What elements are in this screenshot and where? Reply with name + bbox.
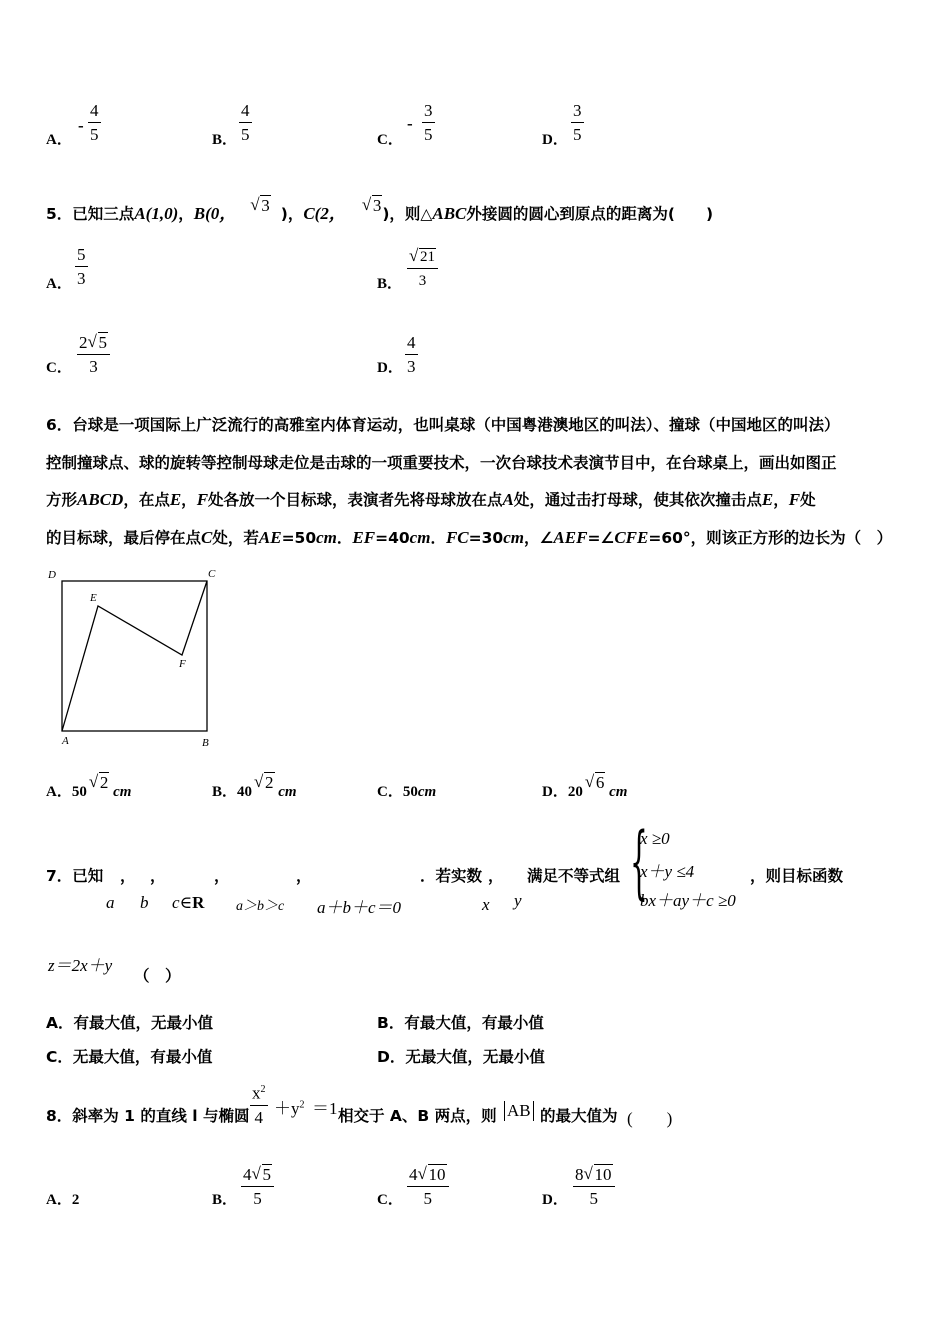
q7-sum: a＋b＋c＝0	[317, 898, 402, 917]
q8-option-b-fraction	[241, 1165, 274, 1209]
q6-line-1: 6．台球是一项国际上广泛流行的高雅室内体育运动，也叫桌球（中国粤港澳地区的叫法）、撞球（中国地区的叫法）	[46, 416, 840, 434]
text: ，在点	[123, 491, 170, 509]
label: B．	[212, 784, 238, 800]
q7-text-2: ．若实数	[420, 867, 483, 885]
q4-option-a-fraction	[88, 101, 101, 145]
math: E	[169, 490, 182, 509]
label-d: D	[48, 569, 56, 581]
numerator	[250, 1080, 268, 1106]
text: 处	[800, 491, 816, 509]
q5-point-c: C(2，	[303, 204, 346, 223]
text: ，∠	[524, 529, 554, 547]
text: 无最大值，无最小值	[405, 1048, 545, 1066]
coef: 40	[237, 784, 253, 800]
text: ，	[773, 491, 789, 509]
q5-option-c-label: C．	[46, 360, 72, 376]
radicand: 3	[261, 196, 270, 215]
q4-option-a-sign: -	[78, 116, 84, 135]
sqrt: √ 10	[417, 1164, 446, 1184]
label: C．	[377, 784, 403, 800]
q5-option-c-fraction	[77, 333, 110, 377]
denominator: 5	[90, 125, 99, 144]
radicand: 3	[372, 196, 382, 215]
label-c: C	[208, 568, 216, 580]
math: E	[761, 490, 774, 509]
label-a: A	[62, 735, 69, 747]
q5-abc: ABC	[432, 204, 467, 223]
q7-ineq: a＞b＞c	[236, 899, 285, 914]
numerator: 3	[422, 101, 435, 123]
radicand: 10	[428, 1165, 446, 1184]
numerator	[241, 1165, 274, 1187]
sup: 2	[260, 1084, 266, 1095]
coef: 4	[409, 1165, 418, 1184]
text: ．	[430, 529, 446, 547]
q7-objective: z＝2x＋y	[48, 956, 113, 975]
numerator: 5	[75, 245, 88, 267]
sqrt: √ 2	[88, 772, 109, 792]
q5-option-d-label: D．	[377, 360, 403, 376]
text: 无最大值，有最小值	[72, 1048, 213, 1066]
coef: 50	[71, 784, 87, 800]
q4-option-c-sign: -	[407, 114, 413, 133]
q7-system-line-3: bx＋ay＋c ≥0	[640, 891, 736, 910]
q7-system-line-1: x ≥0	[640, 829, 670, 848]
q6-line-3	[46, 488, 816, 510]
q5-point-b: B(0，	[193, 204, 237, 223]
q4-option-c-fraction	[422, 101, 435, 145]
q8-paren: ( )	[627, 1109, 673, 1128]
q6-square-figure	[40, 563, 230, 753]
math: AEF	[553, 528, 588, 547]
coef: 20	[567, 784, 583, 800]
q5-option-b-label: B．	[377, 276, 403, 292]
q6-option-d	[542, 772, 628, 801]
q8-option-c-fraction	[407, 1165, 449, 1209]
q7-comma-4: ，	[488, 867, 504, 885]
q6-option-a	[46, 772, 132, 801]
q4-option-b-label: B．	[212, 132, 238, 148]
q5-sqrt3-b: √ 3	[250, 195, 270, 215]
q8-option-b-label: B．	[212, 1192, 238, 1208]
q5-comma: ，	[178, 205, 194, 223]
q6-option-c	[377, 780, 436, 801]
q5-number: 5．	[46, 205, 73, 223]
q7-x: x	[482, 895, 490, 914]
q8-option-a	[46, 1188, 79, 1209]
q6-line-2: 控制撞球点、球的旋转等控制母球走位是击球的一项重要技术，一次台球技术表演节目中，在台球桌上，画出如图正	[46, 454, 837, 472]
q8-eq-1: ＝1	[312, 1099, 338, 1118]
q4-option-d-label: D．	[542, 132, 568, 148]
q8-plus-y2	[274, 1094, 305, 1119]
text: ．	[336, 529, 353, 547]
q7-comma-3b: ，	[296, 867, 312, 885]
text: 有最大值，无最小值	[73, 1014, 214, 1032]
math: F	[196, 490, 209, 509]
plus-y: ＋y	[274, 1099, 300, 1118]
coef: 4	[243, 1165, 252, 1184]
q7-paren: （ ）	[134, 967, 181, 985]
q4-option-c-label: C．	[377, 132, 403, 148]
q7-option-a	[46, 1011, 213, 1033]
denominator: 5	[253, 1189, 262, 1208]
label-f: F	[179, 658, 186, 670]
text: 的目标球，最后停在点	[46, 529, 202, 547]
radicand: 21	[420, 249, 435, 265]
unit: cm	[113, 784, 132, 800]
q5-point-b-close: )，	[280, 205, 304, 223]
q8-option-d-fraction	[573, 1165, 615, 1209]
q7-comma-1: ，	[120, 867, 136, 885]
denominator: 5	[423, 1189, 432, 1208]
q7-text-3: 满足不等式组	[527, 867, 621, 885]
numerator: 4	[239, 101, 252, 123]
q7-option-b	[377, 1011, 544, 1033]
numerator	[407, 1165, 449, 1187]
label-e: E	[90, 592, 97, 604]
q8-option-c-label: C．	[377, 1192, 403, 1208]
label: A．	[46, 1014, 74, 1032]
q5-text-a: 已知三点	[72, 205, 135, 223]
ball-path	[62, 581, 207, 731]
radicand: 2	[265, 773, 274, 792]
text: 处各放一个目标球，表演者先将母球放在点	[208, 491, 503, 509]
text: =∠	[587, 529, 615, 547]
q8-ellipse-fraction	[250, 1080, 268, 1128]
label: D．	[542, 784, 568, 800]
q7-option-c	[46, 1045, 212, 1067]
sqrt: √ 2	[254, 772, 274, 792]
unit: cm	[503, 528, 524, 547]
unit: cm	[609, 784, 628, 800]
denominator: 5	[573, 125, 582, 144]
q8-option-d-label: D．	[542, 1192, 568, 1208]
unit: cm	[278, 784, 297, 800]
q5-point-a: A(1,0)	[134, 204, 179, 223]
radicand: 5	[262, 1165, 271, 1184]
numerator	[407, 247, 438, 269]
radicand: 5	[98, 333, 107, 352]
q4-option-d-fraction	[571, 101, 584, 145]
text: 2	[71, 1192, 80, 1208]
label: B．	[377, 1014, 405, 1032]
q5-sqrt3-c: √ 3	[361, 195, 382, 215]
label: C．	[46, 1048, 73, 1066]
coef: 2	[79, 333, 88, 352]
text: ，	[181, 491, 197, 509]
sqrt: √ 5	[251, 1164, 271, 1184]
q7-system-line-2: x＋y ≤4	[640, 862, 695, 881]
numerator: 4	[405, 333, 418, 355]
math: F	[788, 490, 801, 509]
q4-option-b-fraction	[239, 101, 252, 145]
text: =50	[281, 529, 317, 547]
q7-b: b	[140, 893, 149, 912]
denominator: 5	[424, 125, 433, 144]
q5-point-c-close: )，则△	[382, 205, 433, 223]
coef: 8	[575, 1165, 584, 1184]
q7-y: y	[514, 891, 522, 910]
denominator: 4	[254, 1107, 263, 1127]
label-b: B	[202, 737, 209, 749]
q7-text-1: 7．已知	[46, 867, 104, 885]
text: 处，通过击打母球，使其依次撞击点	[513, 491, 762, 509]
math: C	[201, 528, 213, 547]
q5-text-b: 外接圆的圆心到原点的距离为( )	[466, 205, 714, 223]
math: A	[502, 490, 514, 509]
text: =40	[375, 529, 410, 547]
label: D．	[377, 1048, 406, 1066]
q7-text-4: ，则目标函数	[750, 867, 844, 885]
q6-option-b	[212, 772, 297, 801]
q8-abs-ab: AB	[504, 1101, 534, 1121]
q7-comma-3: ，	[214, 867, 230, 885]
unit: cm	[409, 528, 431, 547]
q7-a: a	[106, 893, 115, 912]
text: =30	[468, 529, 504, 547]
text: =60°，则该正方形的边长为（ ）	[648, 529, 893, 547]
numerator: 3	[571, 101, 584, 123]
numerator	[77, 333, 110, 355]
math: FC	[445, 528, 469, 547]
label: A．	[46, 1192, 72, 1208]
q7-system-brace: {	[630, 815, 648, 908]
unit: cm	[316, 528, 337, 547]
denominator: 5	[589, 1189, 598, 1208]
numerator	[573, 1165, 615, 1187]
denominator: 3	[77, 269, 86, 288]
radicand: 2	[99, 773, 109, 792]
q6-line-4	[46, 526, 892, 548]
sqrt: √ 10	[583, 1164, 612, 1184]
q5-option-d-fraction	[405, 333, 418, 377]
text: 处，若	[212, 529, 259, 547]
sup: 2	[299, 1099, 305, 1111]
q8-text-2: 相交于 A、B 两点，则	[338, 1107, 497, 1125]
radicand: 6	[595, 773, 605, 792]
set-r: R	[192, 893, 205, 912]
math: AE	[258, 528, 282, 547]
text: 有最大值，有最小值	[404, 1014, 544, 1032]
q5-option-a-label: A．	[46, 276, 72, 292]
radicand: 10	[594, 1165, 612, 1184]
denominator: 3	[418, 273, 427, 289]
coef: 50	[402, 784, 418, 800]
math: ABCD	[77, 490, 124, 509]
sqrt: √ 6	[584, 772, 605, 792]
q8-text-3: 的最大值为	[540, 1107, 618, 1125]
q7-comma-2: ，	[150, 867, 166, 885]
q5-option-b-fraction	[407, 247, 438, 291]
unit: cm	[417, 784, 437, 800]
math: EF	[352, 528, 376, 547]
q4-option-a-label: A．	[46, 132, 72, 148]
q7-option-d	[377, 1045, 545, 1067]
x: x	[252, 1083, 261, 1103]
c-in: c∈	[172, 893, 193, 912]
q7-c-in	[172, 893, 204, 913]
denominator: 3	[89, 357, 98, 376]
q8-text-1: 8．斜率为 1 的直线 l 与椭圆	[46, 1107, 250, 1125]
denominator: 3	[407, 357, 416, 376]
sqrt: √ 21	[409, 246, 435, 265]
numerator: 4	[88, 101, 101, 123]
text: 方形	[46, 491, 78, 509]
sqrt: √ 5	[87, 332, 107, 352]
math: CFE	[614, 528, 649, 547]
label: A．	[46, 784, 72, 800]
denominator: 5	[241, 125, 250, 144]
q5-stem	[46, 195, 714, 224]
q5-option-a-fraction	[75, 245, 88, 289]
